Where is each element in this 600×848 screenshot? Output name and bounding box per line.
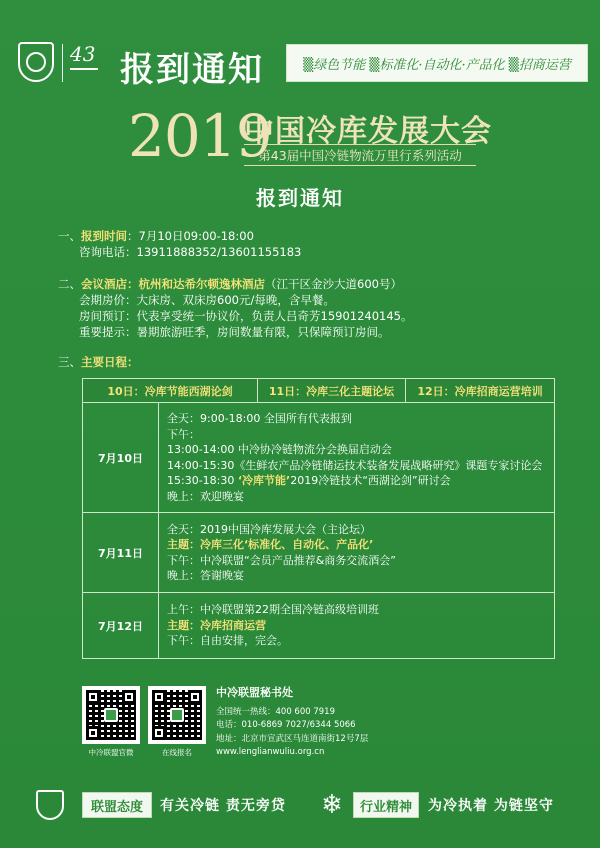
schedule-line: 13:00-14:00 中冷协冷链物流分会换届启动会 xyxy=(167,443,392,456)
consult-phone: 咨询电话：13911888352/13601155183 xyxy=(79,245,302,259)
contact-block xyxy=(216,686,368,760)
schedule-table xyxy=(82,378,555,659)
day-content xyxy=(159,513,555,593)
footer-motto: 有关冷链 责无旁贷 xyxy=(160,798,286,814)
section-number: 一、 xyxy=(58,229,81,243)
day-label: 7月10日 xyxy=(83,403,159,513)
day-label: 7月11日 xyxy=(83,513,159,593)
schedule-line: 上午：中冷联盟第22期全国冷链高级培训班 xyxy=(167,603,379,617)
snowflake-icon: ❄ xyxy=(321,790,343,820)
important-tip: 重要提示：暑期旅游旺季，房间数量有限，只保障预订房间。 xyxy=(79,325,390,339)
contact-website[interactable]: www.lenglianwuliu.org.cn xyxy=(216,747,325,757)
schedule-line: 晚上：欢迎晚宴 xyxy=(167,489,244,503)
qr-caption: 中冷联盟官微 xyxy=(88,748,134,757)
notice-heading: 报到通知 xyxy=(256,186,344,210)
schedule-line: 下午： xyxy=(167,427,200,441)
schedule-event: 2019冷链技术“西湖论剑”研讨会 xyxy=(290,474,451,487)
edition-logo-swoosh xyxy=(70,68,98,78)
conference-title: 中国冷库发展大会 xyxy=(244,114,492,149)
table-row xyxy=(83,593,555,659)
wechat-qr-code[interactable] xyxy=(82,686,140,744)
slogan-text: ▒绿色节能 ▒标准化·自动化·产品化 ▒招商运营 xyxy=(303,57,571,73)
schedule-header: 10日：冷库节能西湖论剑 xyxy=(83,379,258,403)
slogan-banner xyxy=(286,44,588,82)
section-hotel xyxy=(58,276,412,340)
schedule-theme: 主题：冷库三化‘标准化、自动化、产品化’ xyxy=(167,538,374,551)
conference-subtitle: 第43届中国冷链物流万里行系列活动 xyxy=(244,144,476,166)
footer-tag: 行业精神 xyxy=(353,792,419,818)
footer-tag: 联盟态度 xyxy=(82,792,152,818)
schedule-line: 14:00-15:30《生鲜农产品冷链储运技术装备发展战略研究》课题专家讨论会 xyxy=(167,458,543,472)
contact-address: 地址：北京市宣武区马连道南街12号7层 xyxy=(216,733,369,744)
day-label: 7月12日 xyxy=(83,593,159,659)
schedule-header: 11日：冷库三化主题论坛 xyxy=(258,379,406,403)
table-row xyxy=(83,513,555,593)
schedule-line: 全天：9:00-18:00 全国所有代表报到 xyxy=(167,412,352,425)
schedule-line: 下午：中冷联盟“会员产品推荐&商务交流酒会” xyxy=(167,553,396,567)
schedule-line: 晚上：答谢晚宴 xyxy=(167,569,244,582)
room-price: 会期房价：大床房、双床房600元/每晚，含早餐。 xyxy=(79,293,335,307)
section-number: 二、 xyxy=(58,277,81,291)
qr-caption: 在线报名 xyxy=(162,748,192,757)
top-bar xyxy=(0,0,600,96)
registration-time: ：7月10日09:00-18:00 xyxy=(127,229,254,243)
conference-year: 2019 xyxy=(128,102,272,170)
table-row xyxy=(83,403,555,513)
schedule-line xyxy=(167,473,546,489)
edition-logo: 43 xyxy=(70,42,96,66)
room-booking: 房间预订：代表享受统一协议价，负责人吕奇芳15901240145。 xyxy=(79,309,413,323)
contact-hotline: 全国统一热线：400 600 7919 xyxy=(216,706,335,717)
schedule-header-row xyxy=(83,379,555,403)
schedule-time: 15:30-18:30 xyxy=(167,474,238,487)
schedule-header: 12日：冷库招商运营培训 xyxy=(406,379,555,403)
hotel-address: （江干区金沙大道600号） xyxy=(265,277,402,291)
footer-motto: 为冷执着 为链坚守 xyxy=(428,798,554,814)
section-schedule xyxy=(58,354,139,370)
registration-qr-code[interactable] xyxy=(148,686,206,744)
page-title: 报到通知 xyxy=(120,50,264,90)
section-label: 主要日程： xyxy=(81,355,139,369)
hotel-name: 会议酒店：杭州和达希尔顿逸林酒店 xyxy=(81,277,265,291)
schedule-line: 下午：自由安排，完会。 xyxy=(167,634,288,648)
logo-divider xyxy=(62,44,63,82)
schedule-highlight: ‘冷库节能’ xyxy=(237,474,291,487)
schedule-line: 全天：2019中国冷库发展大会（主论坛） xyxy=(167,522,371,536)
section-registration xyxy=(58,228,301,260)
day-content xyxy=(159,403,555,513)
contact-org: 中冷联盟秘书处 xyxy=(216,686,293,699)
schedule-theme: 主题：冷库招商运营 xyxy=(167,618,266,632)
alliance-shield-icon xyxy=(36,790,64,820)
contact-phone: 电话：010-6869 7027/6344 5066 xyxy=(216,720,356,730)
alliance-shield-icon xyxy=(18,42,54,82)
section-number: 三、 xyxy=(58,355,81,369)
day-content xyxy=(159,593,555,659)
section-label: 报到时间 xyxy=(81,229,127,243)
